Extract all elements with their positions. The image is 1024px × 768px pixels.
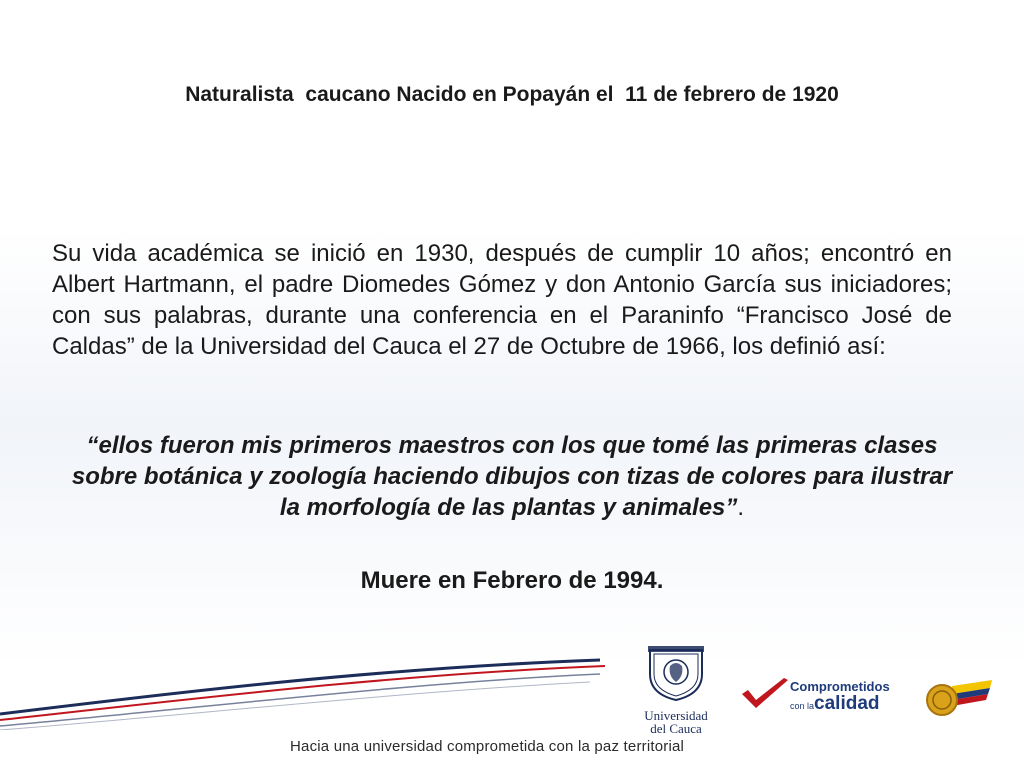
quote-text: “ellos fueron mis primeros maestros con los que tomé las primeras clases sobre botánica y zoología haciendo dibujos con tizas de colores para ilustrar la morfología de las plantas y animales”: [71, 432, 953, 521]
quality-badge-bottom: [790, 694, 890, 716]
quality-badge-prefix: con la: [790, 701, 815, 711]
checkmark-icon: [740, 676, 790, 712]
quality-badge-word: calidad: [814, 693, 880, 714]
quote-paragraph: [70, 430, 954, 523]
footer-swoosh-graphic: [0, 640, 610, 730]
slide-title: Naturalista caucano Nacido en Popayán el 11 de febrero de 1920: [185, 83, 839, 106]
footer-tagline: Hacia una universidad comprometida con la paz territorial: [290, 738, 685, 755]
biography-paragraph: Su vida académica se inició en 1930, después de cumplir 10 años; encontró en Albert Hartmann, el padre Diomedes Gómez y don Antonio García sus iniciadores; con sus palabras, durante una conferencia en el Paraninfo “Francisco José de Caldas” de la Universidad del Cauca el 27 de Octubre de 1966, los definió así:: [52, 240, 952, 360]
university-crest: [636, 646, 716, 735]
quality-badge-top: Comprometidos: [790, 679, 890, 694]
quality-badge: [790, 680, 890, 716]
university-name: [636, 709, 716, 735]
university-name-line1: Universidad: [644, 708, 708, 723]
quote-period: .: [737, 494, 745, 521]
university-shield-icon: [644, 646, 708, 702]
death-statement: Muere en Febrero de 1994.: [360, 567, 664, 594]
colombia-medal-icon: [922, 678, 994, 718]
university-name-line2: del Cauca: [650, 721, 702, 736]
